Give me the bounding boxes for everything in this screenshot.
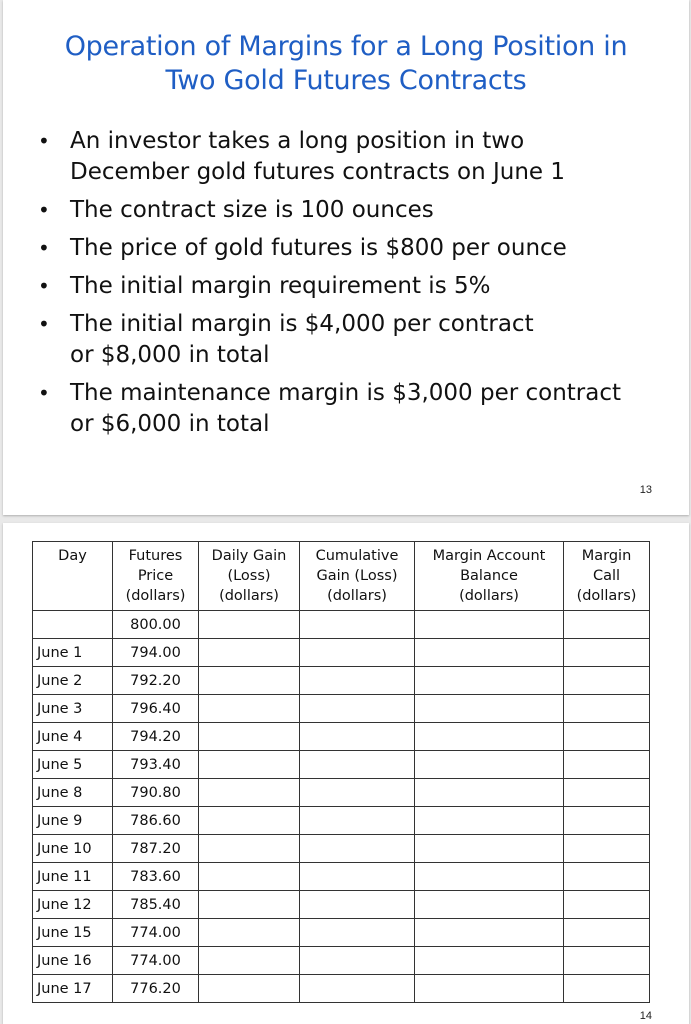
empty-cell	[415, 723, 564, 751]
price-cell: 790.80	[113, 779, 199, 807]
empty-cell	[300, 779, 415, 807]
price-cell: 787.20	[113, 835, 199, 863]
column-header-line: (dollars)	[459, 588, 519, 604]
column-header-line: Gain (Loss)	[316, 568, 398, 584]
empty-cell	[415, 695, 564, 723]
bullet-item	[33, 233, 673, 264]
empty-cell	[415, 751, 564, 779]
bullet-text-line: The price of gold futures is $800 per ounce	[70, 235, 567, 261]
day-cell	[33, 611, 113, 639]
price-cell: 793.40	[113, 751, 199, 779]
column-header-line: (dollars)	[219, 588, 279, 604]
empty-cell	[564, 667, 650, 695]
empty-cell	[199, 751, 300, 779]
empty-cell	[415, 891, 564, 919]
empty-cell	[199, 807, 300, 835]
empty-cell	[415, 975, 564, 1003]
slide-14	[3, 523, 689, 1024]
day-cell: June 12	[33, 891, 113, 919]
bullet-item	[33, 126, 673, 188]
empty-cell	[300, 835, 415, 863]
margin-table	[32, 541, 650, 1003]
bullet-text-line: or $8,000 in total	[70, 342, 270, 368]
bullet-item	[33, 195, 673, 226]
empty-cell	[199, 863, 300, 891]
empty-cell	[564, 863, 650, 891]
bullet-dot-icon: •	[38, 129, 50, 153]
empty-cell	[564, 639, 650, 667]
page-number: 14	[639, 1010, 652, 1022]
column-header-line: Futures	[128, 548, 183, 564]
column-header-line: (dollars)	[327, 588, 387, 604]
price-cell: 774.00	[113, 919, 199, 947]
empty-cell	[564, 919, 650, 947]
empty-cell	[564, 779, 650, 807]
day-cell: June 3	[33, 695, 113, 723]
bullet-text-line: December gold futures contracts on June 1	[70, 159, 566, 185]
empty-cell	[564, 807, 650, 835]
empty-cell	[199, 695, 300, 723]
table-body	[33, 611, 650, 1003]
column-header-line: (dollars)	[125, 588, 186, 604]
day-cell: June 9	[33, 807, 113, 835]
empty-cell	[300, 891, 415, 919]
table-row	[33, 919, 650, 947]
bullet-dot-icon: •	[38, 312, 50, 336]
day-cell: June 11	[33, 863, 113, 891]
table-row	[33, 835, 650, 863]
empty-cell	[564, 975, 650, 1003]
table-row	[33, 639, 650, 667]
bullet-dot-icon: •	[38, 274, 50, 298]
title-line-1: Operation of Margins for a Long Position in	[64, 31, 628, 62]
empty-cell	[415, 919, 564, 947]
day-cell: June 15	[33, 919, 113, 947]
column-header-line: (dollars)	[576, 588, 637, 604]
column-header	[113, 542, 199, 611]
table-row	[33, 751, 650, 779]
table-row	[33, 947, 650, 975]
empty-cell	[564, 947, 650, 975]
table-row	[33, 723, 650, 751]
empty-cell	[199, 891, 300, 919]
day-cell: June 17	[33, 975, 113, 1003]
empty-cell	[415, 863, 564, 891]
table-row	[33, 611, 650, 639]
empty-cell	[564, 751, 650, 779]
column-header	[415, 542, 564, 611]
empty-cell	[199, 779, 300, 807]
page-number: 13	[639, 484, 652, 496]
day-cell: June 16	[33, 947, 113, 975]
table-header-row	[33, 542, 650, 611]
table-row	[33, 667, 650, 695]
slide-title	[3, 30, 689, 98]
day-cell: June 10	[33, 835, 113, 863]
empty-cell	[300, 947, 415, 975]
empty-cell	[300, 919, 415, 947]
day-cell: June 1	[33, 639, 113, 667]
bullet-text-line: The maintenance margin is $3,000 per contract	[70, 380, 622, 406]
empty-cell	[199, 919, 300, 947]
empty-cell	[300, 667, 415, 695]
day-cell: June 8	[33, 779, 113, 807]
price-cell: 794.00	[113, 639, 199, 667]
table-row	[33, 779, 650, 807]
column-header-line: Daily Gain	[211, 548, 287, 564]
empty-cell	[415, 639, 564, 667]
slide-13	[3, 0, 689, 515]
empty-cell	[415, 611, 564, 639]
empty-cell	[300, 611, 415, 639]
empty-cell	[199, 639, 300, 667]
column-header-line: Call	[592, 568, 621, 584]
column-header	[33, 542, 113, 611]
empty-cell	[300, 695, 415, 723]
table-row	[33, 863, 650, 891]
column-header-line: Margin	[581, 548, 632, 564]
empty-cell	[300, 807, 415, 835]
title-line-2: Two Gold Futures Contracts	[165, 65, 527, 96]
table-row	[33, 975, 650, 1003]
day-cell: June 4	[33, 723, 113, 751]
empty-cell	[199, 611, 300, 639]
price-cell: 785.40	[113, 891, 199, 919]
empty-cell	[199, 723, 300, 751]
bullet-item	[33, 309, 673, 371]
empty-cell	[300, 863, 415, 891]
column-header-line: Price	[137, 568, 174, 584]
empty-cell	[415, 947, 564, 975]
empty-cell	[564, 695, 650, 723]
bullet-dot-icon: •	[38, 381, 50, 405]
column-header-line: Margin Account	[432, 548, 546, 564]
price-cell: 800.00	[113, 611, 199, 639]
column-header	[199, 542, 300, 611]
column-header	[564, 542, 650, 611]
empty-cell	[564, 891, 650, 919]
bullet-dot-icon: •	[38, 198, 50, 222]
empty-cell	[300, 751, 415, 779]
bullet-dot-icon: •	[38, 236, 50, 260]
bullet-item	[33, 378, 673, 440]
column-header-line: Balance	[460, 568, 518, 584]
table-row	[33, 891, 650, 919]
empty-cell	[199, 667, 300, 695]
bullet-item	[33, 271, 673, 302]
empty-cell	[415, 807, 564, 835]
empty-cell	[564, 723, 650, 751]
price-cell: 774.00	[113, 947, 199, 975]
column-header-line: Cumulative	[315, 548, 399, 564]
empty-cell	[415, 779, 564, 807]
empty-cell	[199, 975, 300, 1003]
column-header-line: Day	[58, 548, 87, 564]
empty-cell	[415, 667, 564, 695]
empty-cell	[300, 975, 415, 1003]
price-cell: 786.60	[113, 807, 199, 835]
price-cell: 792.20	[113, 667, 199, 695]
bullet-text-line: The initial margin requirement is 5%	[70, 273, 491, 299]
bullet-text-line: An investor takes a long position in two	[70, 128, 525, 154]
empty-cell	[300, 639, 415, 667]
price-cell: 776.20	[113, 975, 199, 1003]
empty-cell	[564, 611, 650, 639]
day-cell: June 5	[33, 751, 113, 779]
empty-cell	[199, 835, 300, 863]
bullet-text-line: or $6,000 in total	[70, 411, 270, 437]
table-row	[33, 695, 650, 723]
table-row	[33, 807, 650, 835]
empty-cell	[300, 723, 415, 751]
day-cell: June 2	[33, 667, 113, 695]
empty-cell	[564, 835, 650, 863]
column-header-line: (Loss)	[227, 568, 271, 584]
price-cell: 794.20	[113, 723, 199, 751]
empty-cell	[199, 947, 300, 975]
price-cell: 783.60	[113, 863, 199, 891]
bullet-text-line: The contract size is 100 ounces	[70, 197, 434, 223]
bullet-list	[33, 126, 673, 447]
bullet-text-line: The initial margin is $4,000 per contract	[70, 311, 534, 337]
price-cell: 796.40	[113, 695, 199, 723]
column-header	[300, 542, 415, 611]
empty-cell	[415, 835, 564, 863]
